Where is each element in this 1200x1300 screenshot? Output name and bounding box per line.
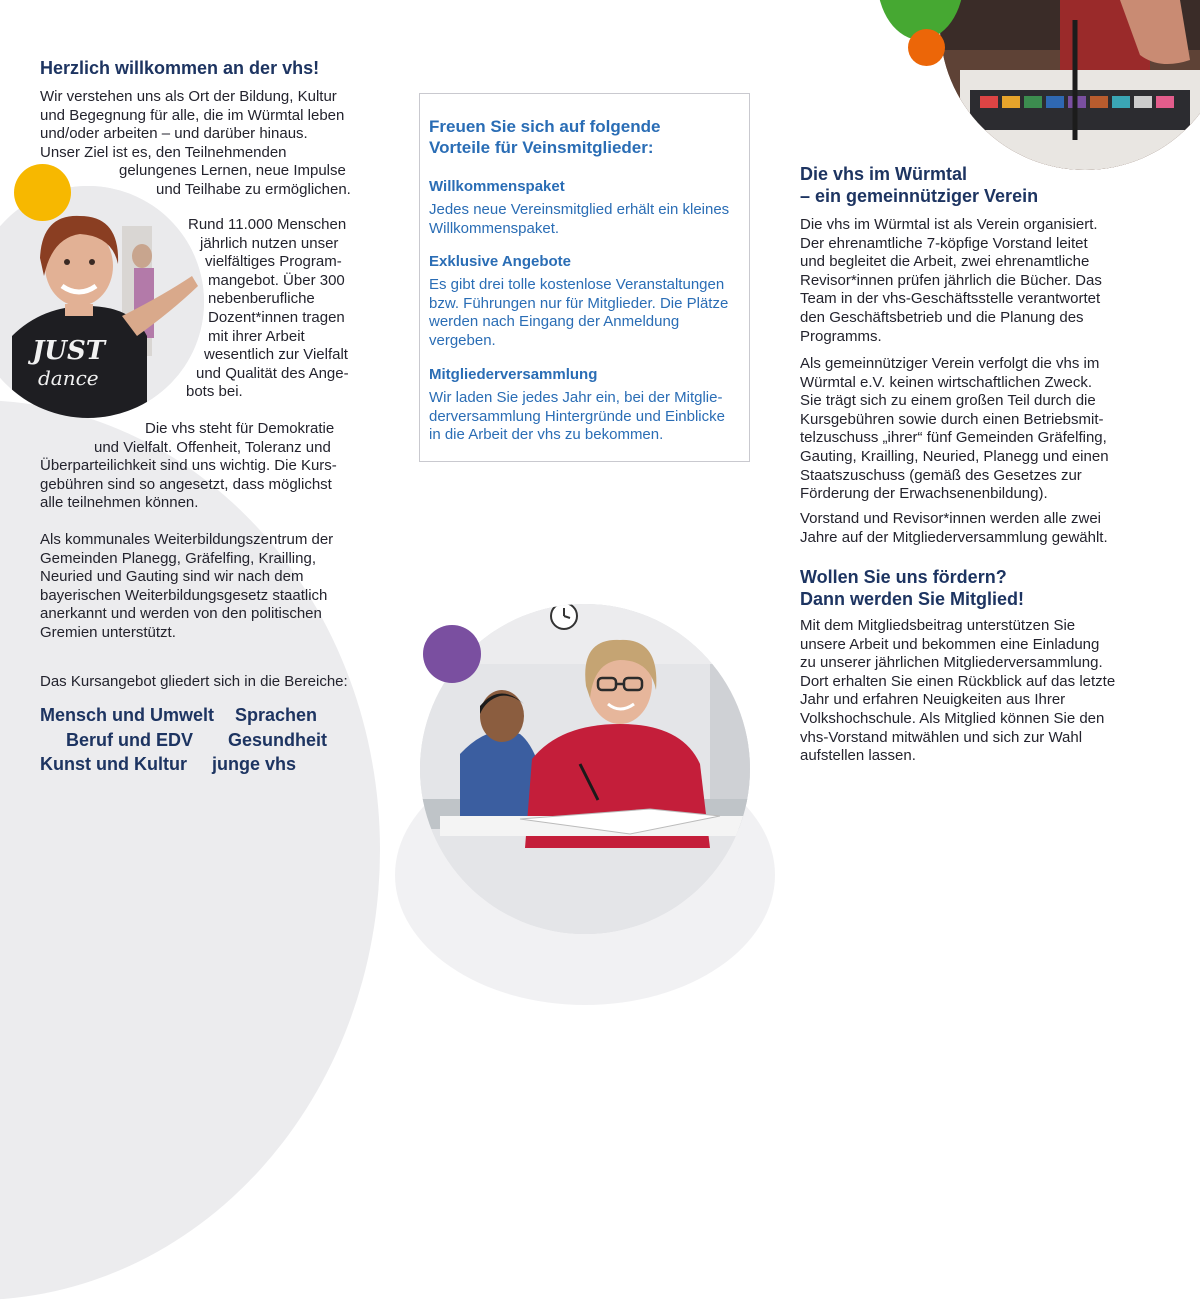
association-title	[800, 163, 1038, 207]
benefit-text-mitgliederversammlung	[429, 389, 725, 445]
text-line: nebenberufliche	[208, 290, 315, 308]
text-line: mit ihrer Arbeit	[208, 327, 305, 345]
yellow-dot-decoration	[14, 164, 71, 221]
values-paragraph	[40, 420, 370, 513]
membership-paragraph	[800, 617, 1115, 766]
text-line: in die Arbeit der vhs zu bekommen.	[429, 426, 664, 444]
text-line: Wir laden Sie jedes Jahr ein, bei der Mitglie-	[429, 389, 723, 406]
association-paragraph-3	[800, 510, 1108, 547]
text-line: Dort erhalten Sie einen Rückblick auf das letzte	[800, 672, 1116, 690]
text-line: – ein gemeinnütziger Verein	[800, 186, 1039, 206]
welcome-title: Herzlich willkommen an der vhs!	[40, 58, 320, 78]
benefits-title	[429, 116, 660, 158]
text-line: Jahr und erfahren Neuigkeiten aus Ihrer	[800, 691, 1066, 709]
text-line: und begleitet die Arbeit, zwei ehrenamtliche	[800, 253, 1090, 271]
text-line: und/oder arbeiten – und darüber hinaus.	[40, 125, 308, 143]
text-line: Vorteile für Veinsmitglieder:	[429, 138, 654, 157]
text-line: und Begegnung für alle, die im Würmtal leben	[40, 106, 345, 124]
text-line: Als kommunales Weiterbildungszentrum der	[40, 531, 334, 548]
association-paragraph-2	[800, 355, 1109, 504]
text-line: gebühren sind so angesetzt, dass möglichst	[40, 475, 332, 493]
text-line: Willkommenspaket.	[429, 219, 560, 237]
municipal-paragraph	[40, 531, 370, 643]
text-line: Rund 11.000 Menschen	[188, 216, 347, 233]
text-line: Gremien unterstützt.	[40, 623, 176, 641]
text-line: Wir verstehen uns als Ort der Bildung, Kultur	[40, 88, 337, 105]
text-line: Gauting, Krailling, Neuried, Planegg und einen	[800, 447, 1109, 465]
benefit-text-exklusive-angebote	[429, 276, 728, 350]
shirt-print-just: JUST	[32, 336, 106, 366]
area-kunst-und-kultur: Kunst und Kultur	[40, 754, 187, 774]
text-line: aufstellen lassen.	[800, 747, 916, 765]
text-line: unsere Arbeit und bekommen eine Einladung	[800, 635, 1100, 653]
text-line: bzw. Führungen nur für Mitglieder. Die Plätze	[429, 294, 729, 312]
text-line: Neuried und Gauting sind wir nach dem	[40, 568, 304, 586]
text-line: werden nach Eingang der Anmeldung	[429, 313, 680, 331]
text-line: Gemeinden Planegg, Gräfelfing, Krailling,	[40, 549, 316, 567]
intro-paragraph	[40, 88, 370, 200]
membership-title	[800, 566, 1024, 610]
dance-instructor-illustration	[0, 186, 204, 418]
text-line: alle teilnehmen können.	[40, 494, 199, 512]
text-line: Dann werden Sie Mitglied!	[800, 589, 1025, 609]
text-line: bots bei.	[186, 383, 243, 401]
text-line: telzuschuss „ihrer“ fünf Gemeinden Gräfelfing,	[800, 429, 1107, 447]
text-line: Die vhs im Würmtal ist als Verein organisiert.	[800, 216, 1098, 233]
text-line: Würmtal e.V. keinen wirtschaftlichen Zweck.	[800, 373, 1093, 391]
text-line: Sie trägt sich zu einem großen Teil durch die	[800, 392, 1096, 410]
area-gesundheit: Gesundheit	[228, 730, 328, 750]
text-line: Team in der vhs-Geschäftsstelle verantwortet	[800, 290, 1101, 308]
text-line: gelungenes Lernen, neue Impulse	[119, 162, 346, 180]
text-line: Die vhs steht für Demokratie	[145, 420, 335, 437]
dance-instructor-photo	[0, 186, 204, 418]
text-line: Unser Ziel ist es, den Teilnehmenden	[40, 143, 287, 161]
text-line: Revisor*innen prüfen jährlich die Bücher. Das	[800, 271, 1102, 289]
text-line: mangebot. Über 300	[208, 271, 345, 289]
text-line: und Vielfalt. Offenheit, Toleranz und	[94, 438, 331, 456]
text-line: Es gibt drei tolle kostenlose Veranstaltungen	[429, 276, 725, 293]
areas-intro: Das Kursangebot gliedert sich in die Bereiche:	[40, 673, 348, 690]
text-line: Staatszuschuss (gemäß des Gesetzes zur	[800, 466, 1082, 484]
text-line: bayerischen Weiterbildungsgesetz staatlich	[40, 586, 328, 604]
orange-dot-decoration	[908, 29, 945, 66]
benefit-heading-willkommenspaket: Willkommenspaket	[429, 178, 565, 195]
text-line: Der ehrenamtliche 7-köpfige Vorstand leitet	[800, 234, 1088, 252]
text-line: vhs-Vorstand mitwählen und sich zur Wahl	[800, 728, 1083, 746]
area-sprachen: Sprachen	[235, 705, 318, 725]
member-benefits-box	[419, 93, 750, 462]
text-line: vielfältiges Program-	[205, 253, 342, 271]
area-junge-vhs: junge vhs	[212, 754, 297, 774]
text-line: vergeben.	[429, 331, 496, 349]
text-line: Dozent*innen tragen	[208, 308, 345, 326]
benefit-heading-exklusive-angebote: Exklusive Angebote	[429, 253, 571, 270]
text-line: Als gemeinnütziger Verein verfolgt die vhs im	[800, 355, 1100, 372]
text-line: Vorstand und Revisor*innen werden alle zwei	[800, 510, 1102, 527]
shirt-print-dance: dance	[38, 366, 99, 390]
text-line: Die vhs im Würmtal	[800, 164, 968, 184]
text-line: Programms.	[800, 327, 882, 345]
text-line: und Teilhabe zu ermöglichen.	[156, 180, 351, 198]
text-line: anerkannt und werden von den politischen	[40, 605, 322, 623]
text-line: Förderung der Erwachsenenbildung).	[800, 485, 1048, 503]
text-line: Volkshochschule. Als Mitglied können Sie den	[800, 709, 1105, 727]
association-paragraph-1	[800, 216, 1102, 346]
text-line: Überparteilichkeit sind uns wichtig. Die Kurs-	[40, 457, 337, 475]
text-line: und Qualität des Ange-	[196, 364, 349, 382]
text-line: derversammlung Hintergründe und Einblicke	[429, 407, 725, 425]
text-line: wesentlich zur Vielfalt	[204, 346, 348, 364]
text-line: den Geschäftsbetrieb und die Planung des	[800, 308, 1084, 326]
area-mensch-und-umwelt: Mensch und Umwelt	[40, 705, 215, 725]
benefit-text-willkommenspaket	[429, 201, 729, 238]
text-line: jährlich nutzen unser	[200, 234, 339, 252]
text-line: Jahre auf der Mitgliederversammlung gewählt.	[800, 528, 1108, 546]
text-line: Freuen Sie sich auf folgende	[429, 117, 661, 136]
benefit-heading-mitgliederversammlung: Mitgliederversammlung	[429, 366, 598, 383]
purple-dot-decoration	[423, 625, 481, 683]
area-beruf-und-edv: Beruf und EDV	[66, 730, 194, 750]
painting-illustration	[940, 0, 1200, 170]
text-line: Mit dem Mitgliedsbeitrag unterstützen Sie	[800, 617, 1076, 634]
text-line: Jedes neue Vereinsmitglied erhält ein kleines	[429, 201, 730, 218]
text-line: Kursgebühren sowie durch einen Betriebsmit-	[800, 410, 1104, 428]
text-line: Wollen Sie uns fördern?	[800, 567, 1007, 587]
painting-photo	[940, 0, 1200, 170]
text-line: zu unserer jährlichen Mitgliederversammlung.	[800, 654, 1103, 672]
stats-paragraph	[180, 216, 370, 402]
